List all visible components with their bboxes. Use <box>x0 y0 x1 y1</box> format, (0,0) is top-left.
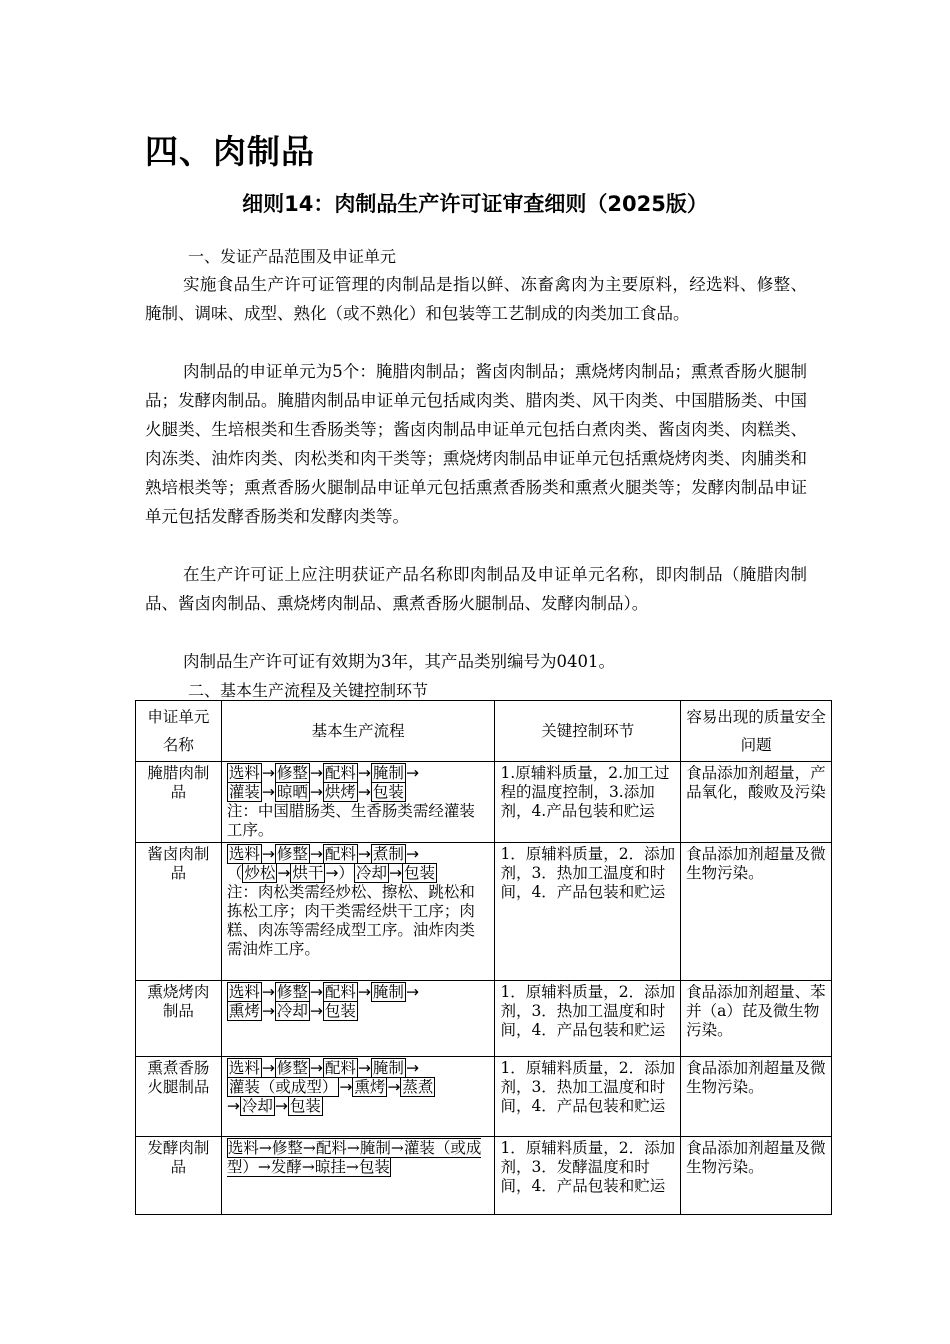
flow-step: 熏烤 <box>228 1002 260 1020</box>
unit-name: 熏烧烤肉制品 <box>136 981 222 1057</box>
flow-cell <box>221 843 495 981</box>
control-cell: 1．原辅料质量，2．添加剂，3．热加工温度和时间，4．产品包装和贮运 <box>495 1057 681 1137</box>
flow-step: 烘干 <box>292 864 324 882</box>
arrow: → <box>357 983 371 1001</box>
flow-cell <box>221 981 495 1057</box>
flow-step: 配料 <box>324 764 356 782</box>
table-row <box>136 1057 832 1137</box>
paragraph-3: 在生产许可证上应注明获证产品名称即肉制品及申证单元名称，即肉制品（腌腊肉制品、酱卤肉制品、熏烧烤肉制品、熏煮香肠火腿制品、发酵肉制品）。 <box>145 565 807 613</box>
arrow: → <box>261 783 275 801</box>
arrow: → <box>226 1097 240 1115</box>
flow-cell <box>221 762 495 843</box>
flow-step: 包装 <box>289 1097 321 1115</box>
flow-step: 煮制 <box>372 845 404 863</box>
unit-name: 腌腊肉制品 <box>136 762 222 843</box>
flow-sequence: 选料→修整→配料→腌制→灌装（或成型）→发酵→晾挂→ <box>226 1139 482 1176</box>
paragraph-4: 肉制品生产许可证有效期为3年，其产品类别编号为0401。 <box>183 652 615 671</box>
flow-note: 注：中国腊肠类、生香肠类需经灌装工序。 <box>226 802 475 839</box>
flow-step: 选料 <box>228 845 260 863</box>
arrow: → <box>405 764 419 782</box>
unit-name: 熏煮香肠火腿制品 <box>136 1057 222 1137</box>
unit-name: 酱卤肉制品 <box>136 843 222 981</box>
arrow: → <box>357 783 371 801</box>
paragraph-1: 实施食品生产许可证管理的肉制品是指以鲜、冻畜禽肉为主要原料，经选料、修整、腌制、调味、成型、熟化（或不熟化）和包装等工艺制成的肉类加工食品。 <box>145 275 807 323</box>
flow-cell <box>221 1057 495 1137</box>
flow-step: 冷却 <box>355 864 387 882</box>
arrow: → <box>405 983 419 1001</box>
section-1-title: 一、发证产品范围及申证单元 <box>188 247 397 266</box>
flow-step: 包装 <box>403 864 435 882</box>
arrow: → <box>339 1078 353 1096</box>
flow-note: 注：肉松类需经炒松、擦松、跳松和拣松工序；肉干类需经烘干工序；肉糕、肉冻等需经成型工序。油炸肉类需油炸工序。 <box>226 883 475 958</box>
arrow: → <box>309 845 323 863</box>
flow-step: 选料 <box>228 983 260 1001</box>
header-flow: 基本生产流程 <box>221 701 495 762</box>
flow-step: 包装 <box>358 1158 390 1176</box>
arrow: → <box>277 864 291 882</box>
flow-step: 晾晒 <box>276 783 308 801</box>
table-header-row <box>136 701 832 762</box>
flow-step: 包装 <box>372 783 404 801</box>
flow-step: 修整 <box>276 1059 308 1077</box>
flow-step: 选料 <box>228 764 260 782</box>
flow-step: 冷却 <box>276 1002 308 1020</box>
flow-step: 冷却 <box>241 1097 273 1115</box>
flow-step: 腌制 <box>372 1059 404 1077</box>
arrow: → <box>261 1002 275 1020</box>
arrow: → <box>309 783 323 801</box>
control-cell: 1.原辅料质量，2.加工过程的温度控制，3.添加剂，4.产品包装和贮运 <box>495 762 681 843</box>
flow-step: 修整 <box>276 983 308 1001</box>
arrow: → <box>309 1059 323 1077</box>
arrow: → <box>261 1059 275 1077</box>
arrow: → <box>261 983 275 1001</box>
flow-step: 灌装（或成型） <box>228 1078 338 1096</box>
table-row <box>136 762 832 843</box>
rule-title: 细则14：肉制品生产许可证审查细则（2025版） <box>242 192 708 216</box>
flow-step: 配料 <box>324 1059 356 1077</box>
arrow: → <box>309 983 323 1001</box>
section-2-title: 二、基本生产流程及关键控制环节 <box>188 681 429 700</box>
header-issues: 容易出现的质量安全问题 <box>681 701 832 762</box>
table-row <box>136 1137 832 1215</box>
flow-step: 蒸煮 <box>402 1078 434 1096</box>
flow-step: 熏烤 <box>354 1078 386 1096</box>
arrow: → <box>388 864 402 882</box>
arrow: → <box>261 764 275 782</box>
issues-cell: 食品添加剂超量，产品氧化，酸败及污染 <box>681 762 832 843</box>
arrow: → <box>357 1059 371 1077</box>
header-unit: 申证单元名称 <box>136 701 222 762</box>
paragraph-2: 肉制品的申证单元为5个：腌腊肉制品；酱卤肉制品；熏烧烤肉制品；熏煮香肠火腿制品；发酵肉制品。腌腊肉制品申证单元包括咸肉类、腊肉类、风干肉类、中国腊肠类、中国火腿类、生培根类和生香肠类等；酱卤肉制品申证单元包括白煮肉类、酱卤肉类、肉糕类、肉冻类、油炸肉类、肉松类和肉干类等；熏烧烤肉制品申证单元包括熏烧烤肉类、肉脯类和熟培根类等；熏煮香肠火腿制品申证单元包括熏煮香肠类和熏煮火腿类等；发酵肉制品申证单元包括发酵香肠类和发酵肉类等。 <box>145 362 807 526</box>
close-paren: ） <box>338 864 354 882</box>
issues-cell: 食品添加剂超量及微生物污染。 <box>681 843 832 981</box>
flow-step: 包装 <box>324 1002 356 1020</box>
issues-cell: 食品添加剂超量、苯并（a）芘及微生物污染。 <box>681 981 832 1057</box>
flow-step: 灌装 <box>228 783 260 801</box>
flow-text <box>227 1138 481 1177</box>
flow-step: 烘烤 <box>324 783 356 801</box>
open-paren: （ <box>226 864 243 882</box>
flow-step: 配料 <box>324 983 356 1001</box>
table-row <box>136 843 832 981</box>
flow-cell <box>221 1137 495 1215</box>
chapter-heading: 四、肉制品 <box>145 132 315 171</box>
arrow: → <box>274 1097 288 1115</box>
arrow: → <box>357 764 371 782</box>
issues-cell: 食品添加剂超量及微生物污染。 <box>681 1057 832 1137</box>
arrow: → <box>261 845 275 863</box>
flow-step: 腌制 <box>372 764 404 782</box>
arrow: → <box>405 1059 419 1077</box>
flow-step: 修整 <box>276 764 308 782</box>
arrow: → <box>387 1078 401 1096</box>
arrow: → <box>357 845 371 863</box>
process-table <box>135 700 832 1215</box>
arrow: → <box>325 864 339 882</box>
arrow: → <box>309 1002 323 1020</box>
control-cell: 1．原辅料质量，2．添加剂，3．热加工温度和时间，4．产品包装和贮运 <box>495 843 681 981</box>
arrow: → <box>309 764 323 782</box>
table-row <box>136 981 832 1057</box>
flow-step: 炒松 <box>244 864 276 882</box>
flow-step: 腌制 <box>372 983 404 1001</box>
flow-step: 配料 <box>324 845 356 863</box>
flow-step: 选料 <box>228 1059 260 1077</box>
unit-name: 发酵肉制品 <box>136 1137 222 1215</box>
control-cell: 1．原辅料质量，2．添加剂，3．热加工温度和时间，4．产品包装和贮运 <box>495 981 681 1057</box>
control-cell: 1．原辅料质量，2．添加剂，3．发酵温度和时间，4．产品包装和贮运 <box>495 1137 681 1215</box>
flow-step: 修整 <box>276 845 308 863</box>
issues-cell: 食品添加剂超量及微生物污染。 <box>681 1137 832 1215</box>
header-control: 关键控制环节 <box>495 701 681 762</box>
arrow: → <box>405 845 419 863</box>
